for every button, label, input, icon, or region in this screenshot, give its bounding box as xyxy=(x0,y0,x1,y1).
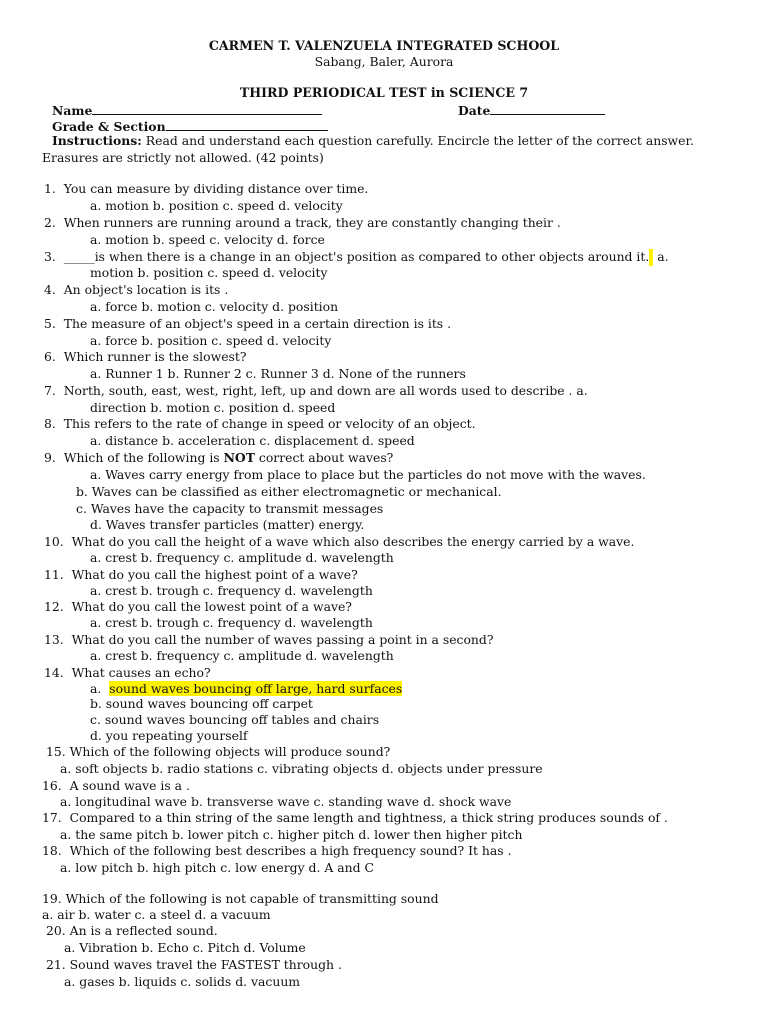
question-21 xyxy=(46,957,342,974)
question-number: 1. xyxy=(44,181,56,196)
grade-section-blank xyxy=(166,118,328,131)
question-17-choices: a. the same pitch b. lower pitch c. higher pitch d. lower then higher pitch xyxy=(60,827,523,842)
question-8-choices: a. distance b. acceleration c. displacement d. speed xyxy=(90,433,415,448)
name-label: Name xyxy=(52,103,93,118)
question-text: What do you call the lowest point of a wave? xyxy=(71,599,352,614)
question-number: 15. xyxy=(46,744,66,759)
question-text: Which of the following objects will produce sound? xyxy=(69,744,391,759)
question-14-choice-c: c. sound waves bouncing off tables and chairs xyxy=(90,712,380,727)
question-6 xyxy=(44,349,247,366)
question-text: The measure of an object's speed in a certain direction is its . xyxy=(63,316,452,331)
question-9-choice-b: b. Waves can be classified as either electromagnetic or mechanical. xyxy=(76,484,502,499)
question-14 xyxy=(44,665,211,682)
question-13 xyxy=(44,632,493,649)
question-text: Which of the following is xyxy=(63,450,224,465)
question-text: What do you call the highest point of a wave? xyxy=(71,567,358,582)
question-number: 13. xyxy=(44,632,64,647)
question-9-choice-c: c. Waves have the capacity to transmit messages xyxy=(76,501,384,516)
question-number: 7. xyxy=(44,383,56,398)
question-2 xyxy=(44,215,561,232)
question-5 xyxy=(44,316,451,333)
question-emphasis: NOT xyxy=(223,450,255,465)
question-number: 12. xyxy=(44,599,64,614)
question-text: is when there is a change in an object's position as compared to other objects around it. xyxy=(94,249,650,264)
question-14-choice-d: d. you repeating yourself xyxy=(90,728,248,743)
question-2-choices: a. motion b. speed c. velocity d. force xyxy=(90,232,325,247)
question-12-choices: a. crest b. trough c. frequency d. wavelength xyxy=(90,615,373,630)
question-text: Which runner is the slowest? xyxy=(63,349,247,364)
question-14-choice-b: b. sound waves bouncing off carpet xyxy=(90,696,313,711)
question-text: Which of the following is not capable of transmitting sound xyxy=(65,891,439,906)
date-field xyxy=(458,102,605,120)
date-label: Date xyxy=(458,103,491,118)
question-text: What do you call the height of a wave which also describes the energy carried by a wave. xyxy=(71,534,635,549)
question-11-choices: a. crest b. trough c. frequency d. wavelength xyxy=(90,583,373,598)
question-number: 17. xyxy=(42,810,62,825)
school-name: CARMEN T. VALENZUELA INTEGRATED SCHOOL xyxy=(208,38,560,53)
question-text: An is a reflected sound. xyxy=(69,923,218,938)
question-19 xyxy=(42,891,439,908)
question-text: A sound wave is a . xyxy=(69,778,190,793)
question-text: What do you call the number of waves passing a point in a second? xyxy=(71,632,494,647)
question-1-choices: a. motion b. position c. speed d. velocity xyxy=(90,198,343,213)
question-10-choices: a. crest b. frequency c. amplitude d. wavelength xyxy=(90,550,394,565)
question-7-choices: direction b. motion c. position d. speed xyxy=(90,400,336,415)
question-text-end: correct about waves? xyxy=(254,450,394,465)
question-number: 9. xyxy=(44,450,56,465)
question-number: 5. xyxy=(44,316,56,331)
question-8 xyxy=(44,416,476,433)
question-3 xyxy=(44,249,669,266)
question-number: 11. xyxy=(44,567,64,582)
date-blank xyxy=(490,102,605,115)
choice-letter: a. xyxy=(90,681,102,696)
question-text: This refers to the rate of change in speed or velocity of an object. xyxy=(63,416,476,431)
question-21-choices: a. gases b. liquids c. solids d. vacuum xyxy=(64,974,301,989)
question-18-choices: a. low pitch b. high pitch c. low energy d. A and C xyxy=(60,860,374,875)
question-5-choices: a. force b. position c. speed d. velocity xyxy=(90,333,332,348)
answer-blank: _____ xyxy=(63,249,95,264)
question-number: 8. xyxy=(44,416,56,431)
question-13-choices: a. crest b. frequency c. amplitude d. wavelength xyxy=(90,648,394,663)
question-number: 2. xyxy=(44,215,56,230)
test-title: THIRD PERIODICAL TEST in SCIENCE 7 xyxy=(239,85,529,100)
question-4 xyxy=(44,282,228,299)
question-9-choice-d: d. Waves transfer particles (matter) energy. xyxy=(90,517,365,532)
question-15-choices: a. soft objects b. radio stations c. vibrating objects d. objects under pressure xyxy=(60,761,543,776)
instructions-text: Read and understand each question carefully. Encircle the letter of the correct answer. Erasures are strictly not allowed. (42 points) xyxy=(42,133,694,165)
question-17 xyxy=(42,810,668,827)
question-11 xyxy=(44,567,358,584)
grade-section-label: Grade & Section xyxy=(52,119,166,134)
question-number: 14. xyxy=(44,665,64,680)
question-3-choices: motion b. position c. speed d. velocity xyxy=(90,265,328,280)
question-18 xyxy=(42,843,512,860)
question-text: Sound waves travel the FASTEST through . xyxy=(69,957,342,972)
question-number: 20. xyxy=(46,923,66,938)
name-blank xyxy=(92,102,322,115)
question-6-choices: a. Runner 1 b. Runner 2 c. Runner 3 d. None of the runners xyxy=(90,366,466,381)
question-number: 19. xyxy=(42,891,62,906)
question-1 xyxy=(44,181,368,198)
question-number: 3. xyxy=(44,249,56,264)
question-text: What causes an echo? xyxy=(71,665,211,680)
question-9 xyxy=(44,450,393,467)
instructions-label: Instructions: xyxy=(52,133,142,148)
question-10 xyxy=(44,534,634,551)
question-number: 10. xyxy=(44,534,64,549)
question-16 xyxy=(42,778,190,795)
question-12 xyxy=(44,599,352,616)
school-address: Sabang, Baler, Aurora xyxy=(314,54,454,69)
question-number: 6. xyxy=(44,349,56,364)
question-15 xyxy=(46,744,390,761)
question-number: 21. xyxy=(46,957,66,972)
question-text: When runners are running around a track, they are constantly changing their . xyxy=(63,215,561,230)
instructions xyxy=(42,133,726,166)
question-9-choice-a: a. Waves carry energy from place to place but the particles do not move with the waves. xyxy=(90,467,646,482)
choice-a-label: a. xyxy=(653,249,669,264)
question-20 xyxy=(46,923,218,940)
question-text: Compared to a thin string of the same length and tightness, a thick string produces sounds of . xyxy=(69,810,668,825)
question-text: An object's location is its . xyxy=(63,282,229,297)
question-number: 18. xyxy=(42,843,62,858)
question-number: 4. xyxy=(44,282,56,297)
question-7 xyxy=(44,383,588,400)
highlighted-answer: sound waves bouncing off large, hard surfaces xyxy=(109,681,403,696)
question-4-choices: a. force b. motion c. velocity d. position xyxy=(90,299,339,314)
question-text: North, south, east, west, right, left, up and down are all words used to describe . a. xyxy=(63,383,588,398)
question-20-choices: a. Vibration b. Echo c. Pitch d. Volume xyxy=(64,940,306,955)
question-number: 16. xyxy=(42,778,62,793)
question-19-choices: a. air b. water c. a steel d. a vacuum xyxy=(42,907,271,922)
question-text: You can measure by dividing distance over time. xyxy=(63,181,369,196)
question-16-choices: a. longitudinal wave b. transverse wave c. standing wave d. shock wave xyxy=(60,794,512,809)
question-text: Which of the following best describes a high frequency sound? It has . xyxy=(69,843,512,858)
